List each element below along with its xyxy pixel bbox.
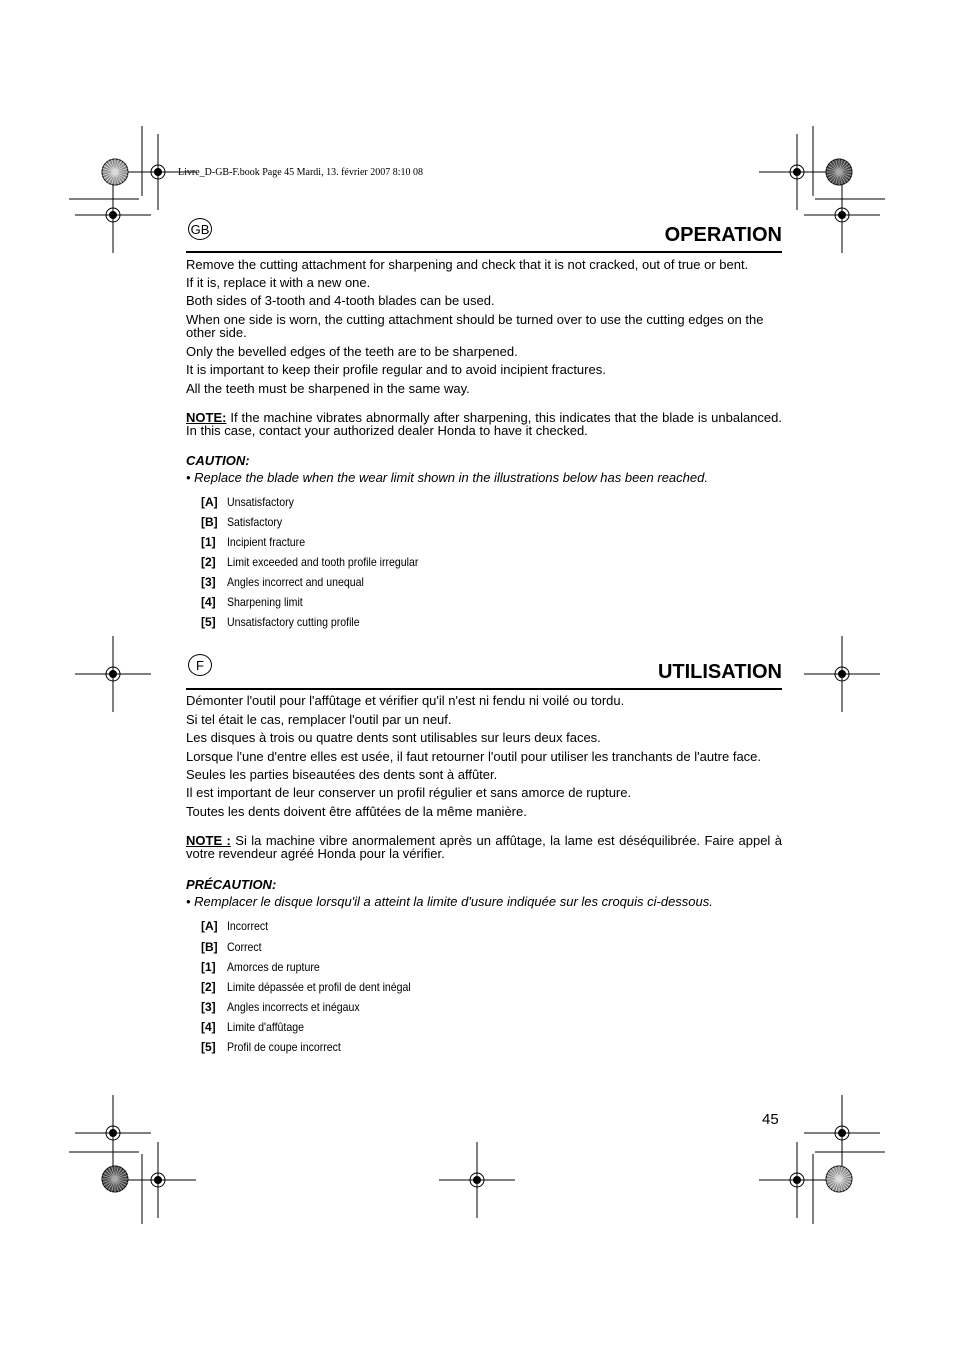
registration-crosshair-icon [439,1142,515,1218]
registration-starburst-icon [826,1166,852,1192]
note-label: NOTE: [186,410,227,425]
legend-key: [4] [201,595,216,609]
legend-key: [5] [201,615,216,629]
title-rule [186,251,782,253]
legend-item [201,495,303,509]
legend-value: Limite dépassée et profil de dent inégal [227,980,411,994]
legend-item [201,575,382,589]
running-header: Livre_D-GB-F.book Page 45 Mardi, 13. février 2007 8:10 08 [178,167,423,178]
legend-value: Amorces de rupture [227,960,320,974]
legend-value: Angles incorrects et inégaux [227,1000,360,1014]
registration-crosshair-icon [75,636,151,712]
legend-value: Incorrect [227,919,269,933]
language-badge-f: F [188,654,212,676]
legend-item [201,1020,314,1034]
legend-key: [B] [201,515,218,529]
note-label: NOTE : [186,833,231,848]
registration-starburst-icon [102,1166,128,1192]
legend-item [201,919,274,933]
paragraph: Seules les parties biseautées des dents sont à affûter. [186,767,498,782]
caution-bullet: • Replace the blade when the wear limit shown in the illustrations below has been reached. [186,470,708,485]
registration-crosshair-icon [804,636,880,712]
legend-value: Satisfactory [227,515,283,529]
paragraph: Si tel était le cas, remplacer l'outil par un neuf. [186,712,452,727]
registration-crosshair-icon [75,1095,151,1171]
paragraph: Both sides of 3-tooth and 4-tooth blades can be used. [186,293,495,308]
legend-key: [A] [201,495,218,509]
legend-key: [4] [201,1020,216,1034]
paragraph: It is important to keep their profile regular and to avoid incipient fractures. [186,362,606,377]
legend-value: Angles incorrect and unequal [227,575,364,589]
note-paragraph [186,834,782,860]
legend-key: [3] [201,1000,216,1014]
legend-item [201,1000,378,1014]
legend-key: [2] [201,555,216,569]
legend-item [201,555,444,569]
caution-label: CAUTION: [186,453,250,468]
paragraph: Only the bevelled edges of the teeth are to be sharpened. [186,344,518,359]
paragraph: If it is, replace it with a new one. [186,275,371,290]
registration-crosshair-icon [759,1142,835,1218]
legend-key: [B] [201,940,218,954]
registration-crosshair-icon [75,177,151,253]
legend-item [201,535,316,549]
legend-key: [2] [201,980,216,994]
registration-starburst-icon [102,159,128,185]
paragraph: Remove the cutting attachment for sharpening and check that it is not cracked, out of true or bent. [186,257,749,272]
legend-key: [5] [201,1040,216,1054]
legend-value: Limit exceeded and tooth profile irregular [227,555,419,569]
legend-item [201,940,266,954]
legend-item [201,960,332,974]
registration-starburst-icon [826,159,852,185]
legend-item [201,1040,356,1054]
legend-value: Unsatisfactory [227,495,294,509]
legend-value: Limite d'affûtage [227,1020,304,1034]
legend-item [201,615,378,629]
legend-item [201,595,313,609]
legend-value: Incipient fracture [227,535,306,549]
legend-item [201,515,290,529]
paragraph: When one side is worn, the cutting attachment should be turned over to use the cutting edges on the other side. [186,312,764,340]
registration-crosshair-icon [120,1142,196,1218]
note-text: Si la machine vibre anormalement après un affûtage, la lame est déséquilibrée. Faire appel à votre revendeur agréé Honda pour la vérifier. [186,833,782,861]
page-number: 45 [762,1111,779,1128]
paragraph: Toutes les dents doivent être affûtées de la même manière. [186,804,527,819]
paragraph: Les disques à trois ou quatre dents sont utilisables sur leurs deux faces. [186,730,601,745]
caution-bullet: • Remplacer le disque lorsqu'il a atteint la limite d'usure indiquée sur les croquis ci-dessous. [186,894,713,909]
registration-crosshair-icon [804,177,880,253]
legend-value: Unsatisfactory cutting profile [227,615,360,629]
paragraph: Lorsque l'une d'entre elles est usée, il faut retourner l'outil pour utiliser les tranchants de l'autre face. [186,749,762,764]
legend-value: Sharpening limit [227,595,303,609]
legend-key: [A] [201,919,218,933]
title-rule [186,688,782,690]
paragraph: All the teeth must be sharpened in the same way. [186,381,470,396]
legend-key: [3] [201,575,216,589]
legend-key: [1] [201,960,216,974]
caution-label: PRÉCAUTION: [186,877,277,892]
legend-key: [1] [201,535,216,549]
legend-value: Profil de coupe incorrect [227,1040,341,1054]
language-badge-gb: GB [188,218,212,240]
note-text: If the machine vibrates abnormally after sharpening, this indicates that the blade is unbalanced. In this case, contact your authorized dealer Honda to have it checked. [186,410,782,438]
section-title-operation: OPERATION [664,224,782,246]
paragraph: Démonter l'outil pour l'affûtage et vérifier qu'il n'est ni fendu ni voilé ou tordu. [186,693,625,708]
paragraph: Il est important de leur conserver un profil régulier et sans amorce de rupture. [186,785,632,800]
legend-item [201,980,436,994]
note-paragraph [186,411,782,437]
registration-crosshair-icon [804,1095,880,1171]
legend-value: Correct [227,940,262,954]
section-title-utilisation: UTILISATION [657,661,782,683]
